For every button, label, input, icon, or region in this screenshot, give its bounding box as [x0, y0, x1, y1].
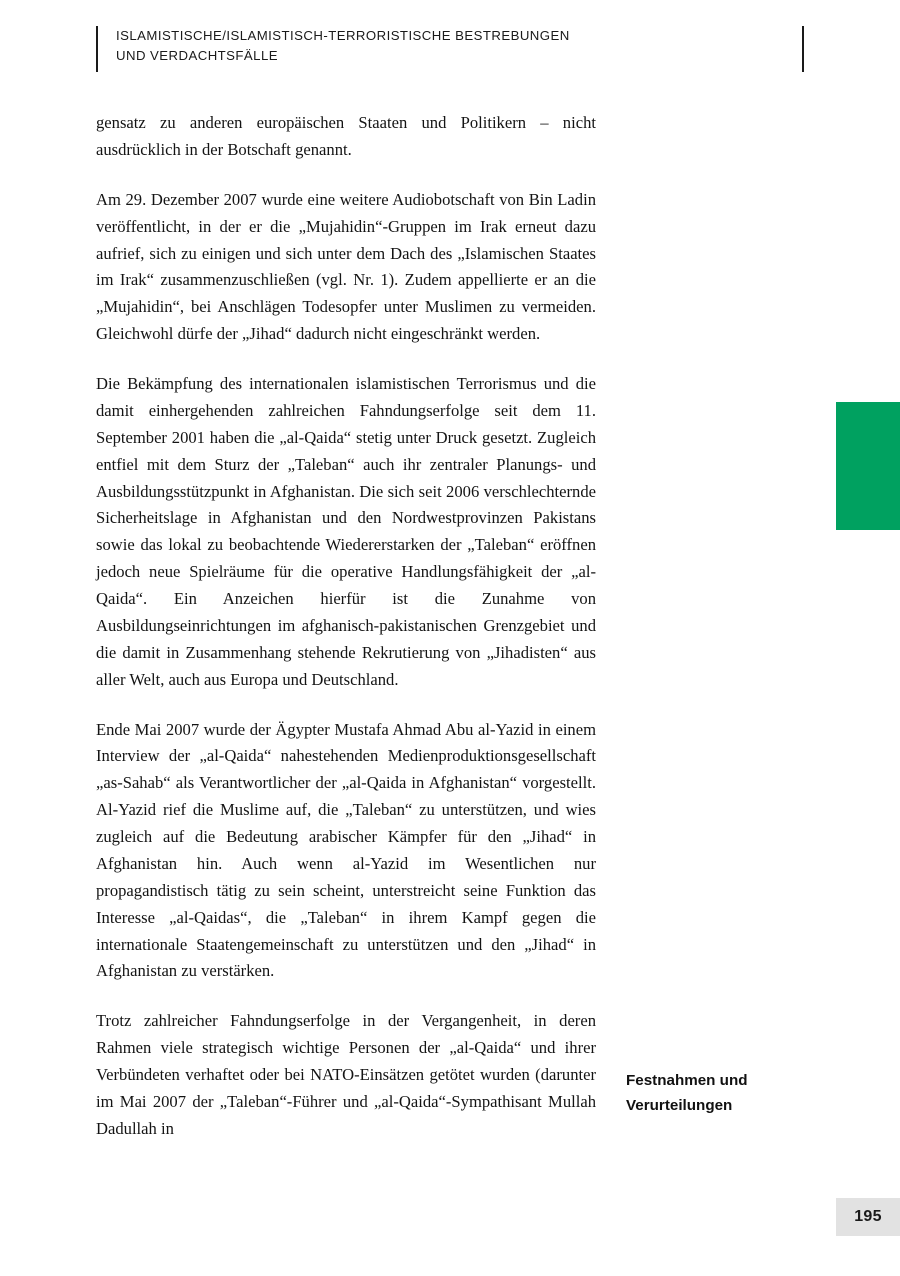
header-title-line1: ISLAMISTISCHE/ISLAMISTISCH-TERRORISTISCHE BESTREBUNGEN: [116, 28, 570, 43]
header-rule-right: [802, 26, 804, 72]
header-title: [116, 26, 636, 66]
paragraph: Die Bekämpfung des internationalen islamistischen Terrorismus und die damit einhergehenden zahlreichen Fahndungserfolge seit dem 11. September 2001 haben die „al-Qaida“ stetig unter Druck gesetzt. Zugleich entfiel mit dem Sturz der „Taleban“ auch ihr zentraler Planungs- und Ausbildungsstützpunkt in Afghanistan. Die sich seit 2006 verschlechternde Sicherheitslage in Afghanistan und den Nordwestprovinzen Pakistans sowie das lokal zu beobachtende Wiedererstarken der „Taleban“ eröffnen jedoch neue Spielräume für die operative Handlungsfähigkeit der „al-Qaida“. Ein Anzeichen hierfür ist die Zunahme von Ausbildungseinrichtungen im afghanisch-pakistanischen Grenzgebiet und die damit in Zusammenhang stehende Rekrutierung von „Jihadisten“ aus aller Welt, auch aus Europa und Deutschland.: [96, 374, 596, 689]
margin-note: Festnahmen und Verurteilungen: [626, 1072, 748, 1115]
page-number: 195: [854, 1208, 882, 1225]
paragraph: Am 29. Dezember 2007 wurde eine weitere Audiobotschaft von Bin Ladin veröffentlicht, in der er die „Mujahidin“-Gruppen im Irak erneut dazu aufrief, sich zu einigen und sich unter dem Dach des „Islamischen Staates im Irak“ zusammenzuschließen (vgl. Nr. 1). Zudem appellierte er an die „Mujahidin“, bei Anschlägen Todesopfer unter Muslimen zu vermeiden. Gleichwohl dürfe der „Jihad“ dadurch nicht eingeschränkt werden.: [96, 189, 596, 344]
header-rule-left: [96, 26, 98, 72]
page-number-box: [836, 1198, 900, 1236]
header-title-line2: UND VERDACHTSFÄLLE: [116, 47, 278, 63]
chapter-color-marker: [836, 402, 900, 530]
body-text-column: [96, 110, 596, 1143]
paragraph: Trotz zahlreicher Fahndungserfolge in der Vergangenheit, in deren Rahmen viele strategisch wichtige Personen der „al-Qaida“ und ihrer Verbündeten verhaftet oder bei NATO-Einsätzen getötet wurden (darunter im Mai 2007 der „Taleban“-Führer und „al-Qaida“-Sympathisant Mullah Dadullah in: [96, 1011, 596, 1138]
paragraph: Ende Mai 2007 wurde der Ägypter Mustafa Ahmad Abu al-Yazid in einem Interview der „al-Qaida“ nahestehenden Medienproduktionsgesellschaft „as-Sahab“ als Verantwortlicher der „al-Qaida in Afghanistan“ vorgestellt. Al-Yazid rief die Muslime auf, die „Taleban“ zu unterstützen, und wies zugleich auf die Bedeutung arabischer Kämpfer für den „Jihad“ in Afghanistan hin. Auch wenn al-Yazid im Wesentlichen nur propagandistisch tätig zu sein scheint, unterstreicht seine Funktion das Interesse „al-Qaidas“, die „Taleban“ in ihrem Kampf gegen die internationale Staatengemeinschaft zu unterstützen und den „Jihad“ in Afghanistan zu verstärken.: [96, 719, 596, 981]
paragraph: gensatz zu anderen europäischen Staaten und Politikern – nicht ausdrücklich in der Botschaft genannt.: [96, 113, 596, 159]
page-header: [96, 26, 636, 66]
